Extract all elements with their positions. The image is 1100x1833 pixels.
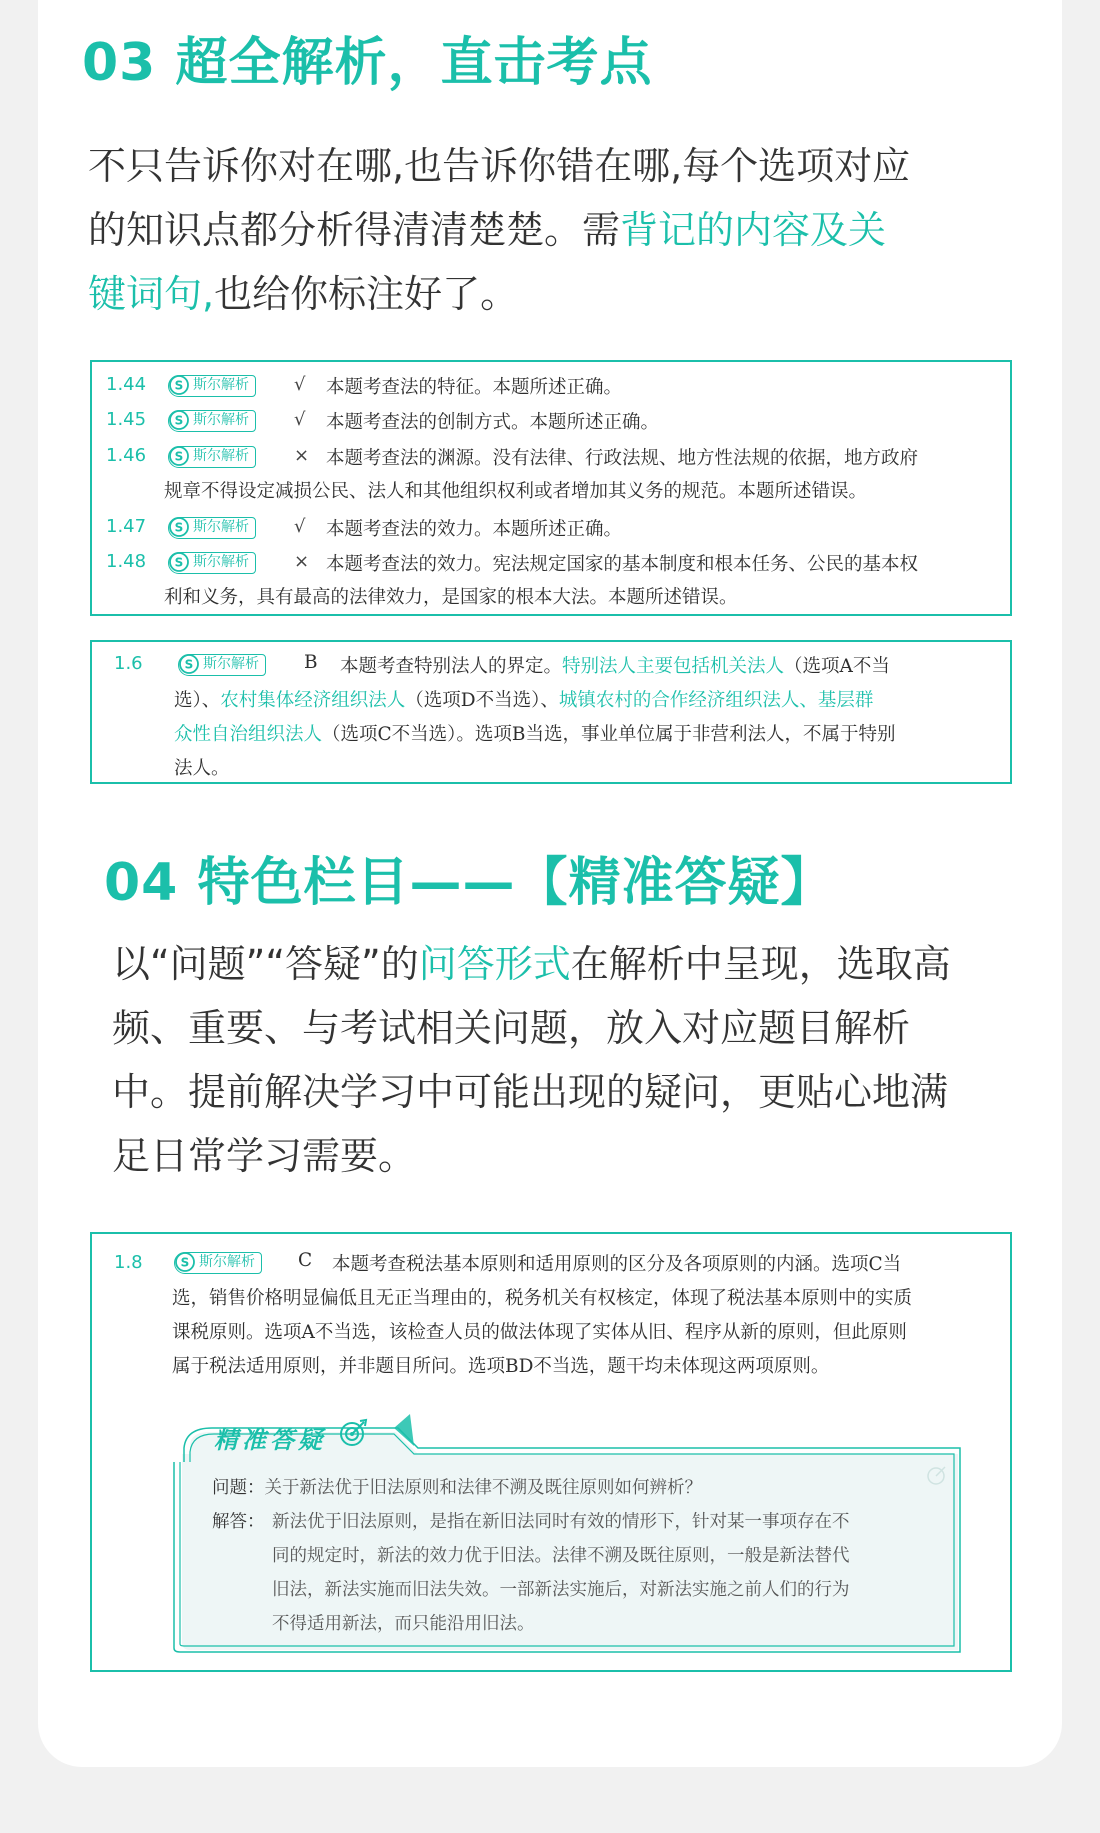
para-line-2: 频、重要、与考试相关问题，放入对应题目解析 — [112, 1006, 911, 1050]
question-number: 1.6 — [114, 653, 143, 674]
svg-text:S: S — [184, 657, 194, 672]
question-number: 1.47 — [106, 516, 147, 537]
qa-answer-line-2: 同的规定时，新法的效力优于旧法。法律不溯及既往原则，一般是新法替代 — [272, 1546, 850, 1566]
analysis-box-1 — [90, 360, 1012, 616]
box2-text: （选项C不当选）。选项B当选，事业单位属于非营利法人，不属于特别 — [322, 724, 896, 745]
para-line-2 — [88, 198, 886, 262]
box2-highlight: 特别法人主要包括机关法人 — [562, 656, 785, 677]
question-text: 关于新法优于旧法原则和法律不溯及既往原则如何辨析？ — [264, 1478, 702, 1498]
analysis-line-1: 本题考查法的效力。宪法规定国家的基本制度和根本任务、公民的基本权 — [326, 554, 919, 575]
analysis-s-icon — [167, 515, 191, 539]
box2-text: （选项A不当 — [784, 656, 890, 677]
svg-text:S: S — [174, 449, 184, 464]
para-line-1 — [112, 932, 951, 996]
analysis-tag-label: 斯尔解析 — [193, 377, 249, 393]
qa-title: 精准答疑 — [214, 1425, 326, 1454]
box2-text: （选项D不当选）、 — [405, 690, 559, 711]
question-number: 1.8 — [114, 1252, 143, 1273]
question-number: 1.45 — [106, 409, 147, 430]
analysis-tag — [168, 375, 256, 397]
verdict-mark: √ — [294, 409, 306, 430]
analysis-tag-label: 斯尔解析 — [193, 412, 249, 428]
svg-text:S: S — [174, 378, 184, 393]
box3-line-4: 属于税法适用原则，并非题目所问。选项BD不当选，题干均未体现这两项原则。 — [172, 1356, 830, 1377]
section-03-heading: 03 超全解析，直击考点 — [82, 33, 653, 93]
analysis-tag-label: 斯尔解析 — [203, 656, 259, 672]
para-line-3: 中。提前解决学习中可能出现的疑问，更贴心地满 — [112, 1070, 949, 1114]
para-line-1 — [88, 134, 910, 198]
box2-line-3 — [174, 720, 896, 746]
para-text: 的知识点都分析得清清楚楚。需 — [88, 208, 621, 252]
analysis-s-icon — [167, 373, 191, 397]
qa-answer-line-1: 新法优于旧法原则，是指在新旧法同时有效的情形下，针对某一事项存在不 — [272, 1512, 850, 1532]
analysis-tag-label: 斯尔解析 — [193, 554, 249, 570]
qa-answer-line-4: 不得适用新法，而只能沿用旧法。 — [272, 1614, 535, 1634]
target-watermark-icon — [926, 1464, 948, 1486]
analysis-tag — [168, 446, 256, 468]
svg-text:S: S — [180, 1255, 190, 1270]
analysis-s-icon — [167, 550, 191, 574]
box2-line-1 — [340, 652, 890, 678]
para-text: 不只告诉你对在哪,也告诉你错在哪,每个选项对应 — [88, 144, 911, 188]
box2-line-2 — [174, 686, 873, 712]
box3-line-3: 课税原则。选项A不当选，该检查人员的做法体现了实体从旧、程序从新的原则，但此原则 — [172, 1322, 907, 1343]
analysis-line-1: 本题考查法的特征。本题所述正确。 — [326, 377, 623, 398]
answer-letter: B — [304, 652, 318, 673]
box2-text: 选）、 — [174, 690, 221, 711]
svg-text:S: S — [174, 520, 184, 535]
para-highlight: 问答形式 — [418, 942, 571, 986]
analysis-line-1: 本题考查法的效力。本题所述正确。 — [326, 519, 623, 540]
box2-highlight: 城镇农村的合作经济组织法人、基层群 — [558, 690, 874, 711]
analysis-box-2 — [90, 640, 1012, 784]
analysis-tag — [168, 517, 256, 539]
qa-answer-line-3: 旧法，新法实施而旧法失效。一部新法实施后，对新法实施之前人们的行为 — [272, 1580, 850, 1600]
analysis-tag-label: 斯尔解析 — [199, 1254, 255, 1270]
answer-label: 解答： — [212, 1512, 265, 1532]
answer-letter: C — [298, 1250, 313, 1271]
question-number: 1.46 — [106, 445, 147, 466]
verdict-mark: √ — [294, 516, 306, 537]
analysis-tag — [178, 654, 266, 676]
verdict-mark: × — [294, 551, 310, 572]
analysis-tag — [174, 1252, 262, 1274]
box2-highlight: 农村集体经济组织法人 — [220, 690, 406, 711]
para-line-4: 足日常学习需要。 — [112, 1134, 417, 1178]
qa-panel — [170, 1406, 964, 1654]
para-highlight: 键词句, — [88, 272, 215, 316]
para-line-3 — [88, 262, 518, 326]
analysis-tag — [168, 552, 256, 574]
box2-line-4: 法人。 — [174, 758, 230, 779]
analysis-s-icon — [177, 652, 201, 676]
analysis-s-icon — [173, 1250, 197, 1274]
question-label: 问题： — [212, 1478, 265, 1498]
svg-text:S: S — [174, 555, 184, 570]
box2-text: 本题考查特别法人的界定。 — [340, 656, 563, 677]
para-text: 也给你标注好了。 — [214, 272, 519, 316]
analysis-line-2: 利和义务，具有最高的法律效力，是国家的根本大法。本题所述错误。 — [164, 587, 738, 608]
box3-line-2: 选，销售价格明显偏低且无正当理由的，税务机关有权核定，体现了税法基本原则中的实质 — [172, 1288, 913, 1309]
analysis-line-1: 本题考查法的渊源。没有法律、行政法规、地方性法规的依据，地方政府 — [326, 448, 919, 469]
analysis-s-icon — [167, 444, 191, 468]
para-text: 以“问题”“答疑”的 — [112, 942, 419, 986]
target-icon — [338, 1418, 368, 1448]
analysis-line-1: 本题考查法的创制方式。本题所述正确。 — [326, 412, 660, 433]
para-highlight: 背记的内容及关 — [620, 208, 887, 252]
analysis-tag-label: 斯尔解析 — [193, 519, 249, 535]
analysis-s-icon — [167, 408, 191, 432]
box3-line-1: 本题考查税法基本原则和适用原则的区分及各项原则的内涵。选项C当 — [332, 1254, 902, 1275]
analysis-tag — [168, 410, 256, 432]
analysis-tag-label: 斯尔解析 — [193, 448, 249, 464]
section-04-heading: 04 特色栏目——【精准答疑】 — [104, 853, 834, 913]
qa-answer-label — [212, 1508, 265, 1533]
para-text: 在解析中呈现，选取高 — [570, 942, 951, 986]
svg-text:S: S — [174, 413, 184, 428]
box2-highlight: 众性自治组织法人 — [174, 724, 323, 745]
question-number: 1.44 — [106, 374, 147, 395]
qa-question — [212, 1474, 702, 1499]
verdict-mark: √ — [294, 374, 306, 395]
question-number: 1.48 — [106, 551, 147, 572]
analysis-box-3 — [90, 1232, 1012, 1672]
analysis-line-2: 规章不得设定减损公民、法人和其他组织权利或者增加其义务的规范。本题所述错误。 — [164, 481, 868, 502]
verdict-mark: × — [294, 445, 310, 466]
